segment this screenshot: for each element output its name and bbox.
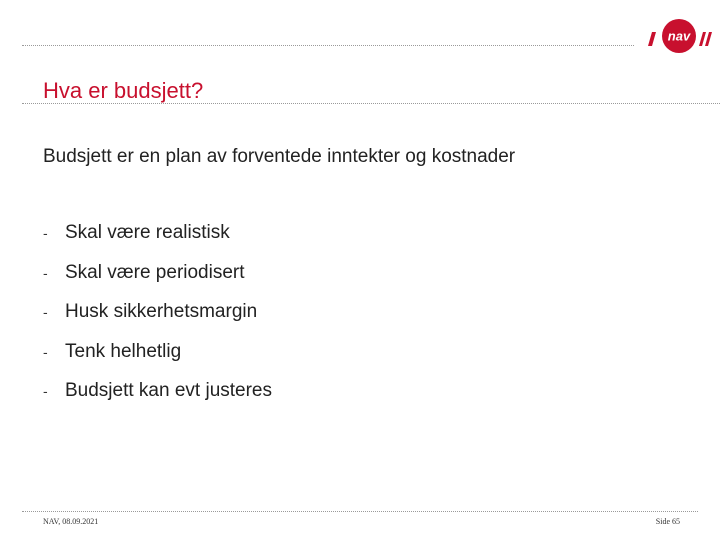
nav-logo	[646, 16, 712, 56]
footer-date: NAV, 08.09.2021	[43, 517, 99, 526]
nav-logo-text: nav	[667, 28, 691, 44]
slide-title: Hva er budsjett?	[43, 78, 204, 103]
bullet-item	[43, 301, 272, 341]
bullet-marker: -	[43, 383, 48, 399]
bullet-text: Tenk helhetlig	[65, 340, 182, 362]
bullet-item	[43, 222, 272, 262]
nav-logo-right-slash-2	[705, 32, 712, 46]
bullet-item	[43, 341, 272, 381]
footer-dotted-rule	[22, 511, 698, 512]
nav-logo-right-slash-1	[699, 32, 706, 46]
bullet-item	[43, 380, 272, 420]
bullet-text: Skal være realistisk	[65, 222, 230, 243]
bullet-text: Skal være periodisert	[65, 261, 245, 283]
footer-page-number: Side 65	[655, 517, 680, 526]
bullet-text: Budsjett kan evt justeres	[65, 380, 272, 401]
bullet-marker: -	[43, 343, 48, 360]
bullet-item	[43, 262, 272, 302]
bullet-text: Husk sikkerhetsmargin	[65, 301, 258, 322]
bullet-marker: -	[43, 304, 48, 320]
bullet-marker: -	[43, 225, 48, 241]
title-dotted-rule	[22, 103, 720, 104]
bullet-list	[43, 222, 272, 420]
bullet-marker: -	[43, 264, 48, 281]
slide-subtitle: Budsjett er en plan av forventede inntekter og kostnader	[43, 146, 516, 167]
nav-logo-left-slash	[648, 32, 656, 46]
header-dotted-rule	[22, 45, 634, 46]
